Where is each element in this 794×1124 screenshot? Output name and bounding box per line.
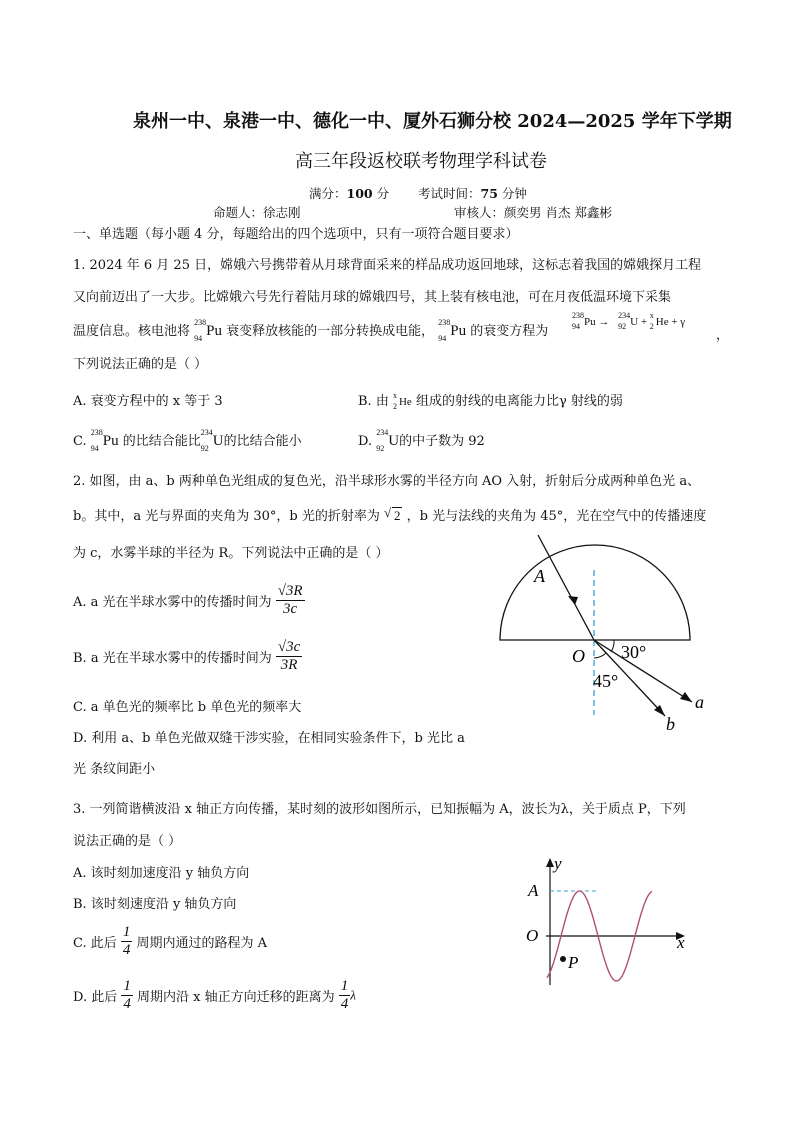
wave-diagram — [520, 855, 700, 990]
q1-line3-end: ， — [716, 328, 730, 343]
label-a: a — [695, 692, 704, 712]
q2-line2: b。其中，a 光与界面的夹角为 30°，b 光的折射率为 √ 2 ，b 光与法线的夹角为 45°，光在空气中的传播速度 — [73, 505, 707, 524]
incident-arrow — [568, 596, 578, 605]
q1-line3: 温度信息。核电池将 238 94 Pu 衰变释放核能的一部分转换成电能， 238 94 Pu 的衰变方程为 — [73, 318, 549, 343]
q1-option-d: D. 234 92 U的中子数为 92 — [358, 428, 485, 453]
label-P: P — [568, 953, 579, 972]
exam-title-line2: 高三年段返校联考物理学科试卷 — [295, 151, 547, 172]
label-45: 45° — [593, 671, 619, 691]
q2-option-a: A. a 光在半球水雾中的传播时间为 $\frac{√3R}{3c}$ — [73, 583, 303, 617]
q3-option-a: A. 该时刻加速度沿 y 轴负方向 — [73, 866, 250, 881]
q2-option-b: B. a 光在半球水雾中的传播时间为 $\frac{√3c}{3R}$ — [73, 639, 301, 673]
label-O: O — [572, 646, 585, 666]
q3-option-c: C. 此后 $\frac{1}{4}$ 周期内通过的路程为 A — [73, 924, 268, 958]
label-O: O — [526, 926, 539, 945]
label-A: A — [534, 566, 545, 586]
exam-author: 命题人：徐志刚 — [213, 205, 301, 220]
q2-line3: 为 c，水雾半球的半径为 R。下列说法中正确的是（ ） — [73, 546, 389, 561]
exam-title-line1: 泉州一中、泉港一中、德化一中、厦外石狮分校 2024—2025 学年下学期 — [133, 111, 732, 132]
nuclide-pu: 238 94 Pu — [194, 318, 222, 343]
q1-line1: 1. 2024 年 6 月 25 日，嫦娥六号携带着从月球背面采来的样品成功返回地球，这标志着我国的嫦娥探月工程 — [73, 258, 702, 273]
label-x: x — [677, 933, 685, 952]
refraction-diagram — [490, 530, 720, 740]
nuclide-pu: 238 94 Pu — [438, 318, 467, 343]
q2-line1: 2. 如图，由 a、b 两种单色光组成的复色光，沿半球形水雾的半径方向 AO 入射，折射后分成两种单色光 a、 — [73, 474, 701, 489]
q2-option-d-line1: D. 利用 a、b 单色光做双缝干涉实验，在相同实验条件下，b 光比 a — [73, 731, 465, 746]
q1-option-c: C. 238 94 Pu 的比结合能比 234 92 U的比结合能小 — [73, 428, 302, 453]
exam-time: 考试时间：75 分钟 — [418, 186, 527, 201]
exam-score: 满分：100 分 — [309, 186, 390, 201]
label-A: A — [528, 881, 539, 900]
q1-line2: 又向前迈出了一大步。比嫦娥六号先行着陆月球的嫦娥四号，其上装有核电池，可在月夜低温环境下采集 — [73, 290, 672, 305]
q2-option-c: C. a 单色光的频率比 b 单色光的频率大 — [73, 700, 302, 715]
ray-a-arrow — [680, 692, 692, 702]
angle-45-arc — [594, 653, 606, 658]
q1-option-a: A. 衰变方程中的 x 等于 3 — [73, 394, 223, 409]
decay-equation: 238 94 Pu → 234 92 U + x 2 He + γ — [572, 311, 686, 331]
q3-option-d: D. 此后 $\frac{1}{4}$ 周期内沿 x 轴正方向迁移的距离为 $\frac{1}{4}$ λ — [73, 978, 356, 1012]
incident-ray — [538, 535, 594, 640]
hemisphere-outline — [500, 545, 690, 640]
y-axis-arrow — [546, 858, 554, 867]
label-y: y — [554, 855, 562, 873]
label-b: b — [666, 714, 675, 734]
q3-option-b: B. 该时刻速度沿 y 轴负方向 — [73, 897, 237, 912]
label-30: 30° — [621, 642, 647, 662]
q1-option-b: B. 由 x 2 He 组成的射线的电离能力比γ 射线的弱 — [358, 391, 623, 411]
section-heading: 一、单选题（每小题 4 分，每题给出的四个选项中，只有一项符合题目要求） — [73, 227, 519, 242]
exam-reviewer: 审核人：颜奕男 肖杰 郑鑫彬 — [454, 205, 612, 220]
angle-30-arc — [611, 640, 614, 652]
point-P — [560, 956, 566, 962]
q2-option-d-line2: 光 条纹间距小 — [73, 762, 156, 777]
q1-line4: 下列说法正确的是（ ） — [73, 357, 208, 372]
q3-line1: 3. 一列简谐横波沿 x 轴正方向传播，某时刻的波形如图所示，已知振幅为 A，波长为λ，关于质点 P，下列 — [73, 802, 686, 817]
q3-line2: 说法正确的是（ ） — [73, 834, 182, 849]
